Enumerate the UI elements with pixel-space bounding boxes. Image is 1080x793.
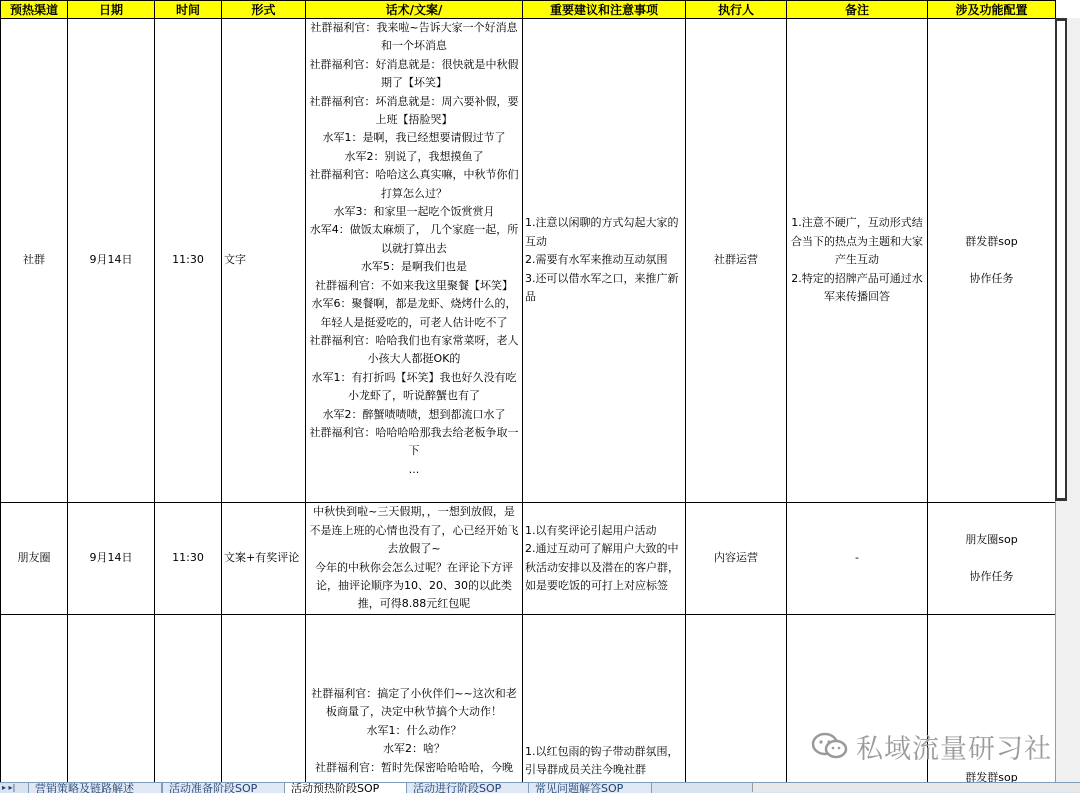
script-cell[interactable] bbox=[306, 615, 523, 783]
header-row bbox=[1, 1, 1056, 19]
script-line: 水军3：和家里一起吃个饭赏赏月 bbox=[333, 205, 495, 219]
advice-line: 1.以红包雨的钩子带动群氛围，引导群成员关注今晚社群 bbox=[525, 745, 679, 777]
sheet-tab-active[interactable]: 活动预热阶段SOP bbox=[284, 783, 408, 793]
executor-cell[interactable]: 内容运营 bbox=[686, 503, 787, 615]
channel-cell[interactable]: 朋友圈 bbox=[1, 503, 68, 615]
script-line: 水军6：聚餐啊，都是龙虾、烧烤什么的，年轻人是挺爱吃的，可老人估计吃不了 bbox=[311, 297, 517, 329]
header-cell[interactable]: 涉及功能配置 bbox=[928, 1, 1056, 19]
script-line: 水军2：啥？ bbox=[383, 742, 445, 756]
format-cell[interactable] bbox=[222, 615, 306, 783]
sheet-tab[interactable]: 活动准备阶段SOP bbox=[162, 783, 288, 793]
script-cell[interactable] bbox=[306, 503, 523, 615]
horizontal-scrollbar[interactable] bbox=[752, 783, 1080, 792]
sheet-tab[interactable]: 活动进行阶段SOP bbox=[406, 783, 530, 793]
sheet-tab[interactable]: 营销策略及链路解述 bbox=[28, 783, 162, 793]
advice-line: 1.注意以闲聊的方式勾起大家的互动 bbox=[525, 216, 679, 248]
script-line: 水军2：别说了，我想摸鱼了 bbox=[344, 149, 484, 163]
advice-line: 3.还可以借水军之口，来推广新品 bbox=[525, 271, 679, 304]
feature-line: 群发群sop bbox=[965, 771, 1018, 782]
script-line: 社群福利官：好消息就是：很快就是中秋假期了【坏笑】 bbox=[309, 57, 519, 90]
table-row bbox=[1, 503, 1056, 615]
advice-cell[interactable] bbox=[523, 19, 686, 503]
executor-cell[interactable]: 社群运营 bbox=[686, 19, 787, 503]
format-cell[interactable]: 文字 bbox=[222, 19, 306, 503]
executor-cell[interactable] bbox=[686, 615, 787, 783]
note-cell[interactable]: - bbox=[787, 503, 928, 615]
date-cell[interactable] bbox=[68, 615, 155, 783]
script-line: 社群福利官：不如来我这里聚餐【坏笑】 bbox=[315, 278, 513, 292]
advice-line: 2.通过互动可了解用户大致的中秋活动安排以及潜在的客户群，如是要吃饭的可打上对应标签 bbox=[525, 542, 679, 592]
tab-nav-arrows-icon[interactable]: ▸ ▸| bbox=[2, 783, 16, 792]
note-line: 1.注意不硬广，互动形式结合当下的热点为主题和大家产生互动 bbox=[791, 216, 923, 267]
script-line: 今年的中秋你会怎么过呢？在评论下方评论，抽评论顺序为10、20、30的以此类推，可得8.88元红包呢 bbox=[315, 560, 513, 611]
script-line: 中秋快到啦~三天假期，，一想到放假，是不是连上班的心情也没有了，心已经开始飞去放假了~ bbox=[309, 505, 519, 556]
wechat-icon bbox=[810, 731, 850, 761]
sheet-tab[interactable]: 常见问题解答SOP bbox=[528, 783, 652, 793]
script-line: 水军4：做饭太麻烦了， 几个家庭一起，所以就打算出去 bbox=[309, 223, 519, 255]
note-line: 2.特定的招牌产品可通过水军来传播回答 bbox=[791, 271, 923, 304]
script-line: 社群福利官：暂时先保密哈哈哈哈，今晚 bbox=[315, 760, 513, 774]
script-line: 社群福利官：哈哈我们也有家常菜呀，老人小孩大人都挺OK的 bbox=[309, 333, 519, 366]
selection-border bbox=[1055, 18, 1067, 501]
watermark-text: 私域流量研习社 bbox=[856, 733, 1052, 765]
channel-cell[interactable]: 社群 bbox=[1, 19, 68, 503]
script-line: 水军1：有打折吗【坏笑】我也好久没有吃小龙虾了，听说醉蟹也有了 bbox=[311, 370, 517, 403]
watermark bbox=[810, 728, 1052, 764]
header-cell[interactable]: 日期 bbox=[68, 1, 155, 19]
note-cell[interactable] bbox=[787, 19, 928, 503]
time-cell[interactable] bbox=[155, 615, 222, 783]
feature-line: 协作任务 bbox=[969, 569, 1014, 583]
script-line: ... bbox=[408, 462, 420, 476]
time-cell[interactable]: 11:30 bbox=[155, 19, 222, 503]
format-cell[interactable]: 文案+有奖评论 bbox=[222, 503, 306, 615]
header-cell[interactable]: 话术/文案/ bbox=[306, 1, 523, 19]
feature-line: 群发群sop bbox=[965, 235, 1018, 249]
header-cell[interactable]: 预热渠道 bbox=[1, 1, 68, 19]
script-line: 水军5：是啊我们也是 bbox=[361, 260, 467, 274]
advice-line: 1.以有奖评论引起用户活动 bbox=[525, 523, 657, 537]
script-line: 社群福利官：坏消息就是：周六要补假，要上班【捂脸哭】 bbox=[309, 94, 519, 127]
feature-line: 协作任务 bbox=[969, 271, 1014, 285]
script-line: 水军2：醉蟹啧啧啧，想到都流口水了 bbox=[322, 407, 506, 421]
header-cell[interactable]: 执行人 bbox=[686, 1, 787, 19]
script-line: 社群福利官：搞定了小伙伴们~~这次和老板商量了，决定中秋节搞个大动作！ bbox=[311, 687, 517, 719]
script-line: 社群福利官：哈哈这么真实嘛，中秋节你们打算怎么过？ bbox=[309, 168, 519, 200]
script-line: 社群福利官：哈哈哈哈那我去给老板争取一下 bbox=[309, 425, 519, 458]
feature-line: 朋友圈sop bbox=[965, 533, 1018, 547]
advice-line: 2.需要有水军来推动互动氛围 bbox=[525, 253, 668, 267]
time-cell[interactable]: 11:30 bbox=[155, 503, 222, 615]
features-cell[interactable] bbox=[928, 19, 1056, 503]
features-cell[interactable] bbox=[928, 503, 1056, 615]
channel-cell[interactable] bbox=[1, 615, 68, 783]
header-cell[interactable]: 时间 bbox=[155, 1, 222, 19]
advice-cell[interactable] bbox=[523, 615, 686, 783]
script-line: 水军1：是啊，我已经想要请假过节了 bbox=[322, 131, 506, 145]
date-cell[interactable]: 9月14日 bbox=[68, 19, 155, 503]
date-cell[interactable]: 9月14日 bbox=[68, 503, 155, 615]
table-row bbox=[1, 19, 1056, 503]
advice-cell[interactable] bbox=[523, 503, 686, 615]
header-cell[interactable]: 形式 bbox=[222, 1, 306, 19]
script-cell[interactable] bbox=[306, 19, 523, 503]
header-cell[interactable]: 重要建议和注意事项 bbox=[523, 1, 686, 19]
script-line: 社群福利官：我来啦~告诉大家一个好消息和一个坏消息 bbox=[310, 21, 518, 53]
script-line: 水军1：什么动作？ bbox=[366, 723, 462, 737]
header-cell[interactable]: 备注 bbox=[787, 1, 928, 19]
